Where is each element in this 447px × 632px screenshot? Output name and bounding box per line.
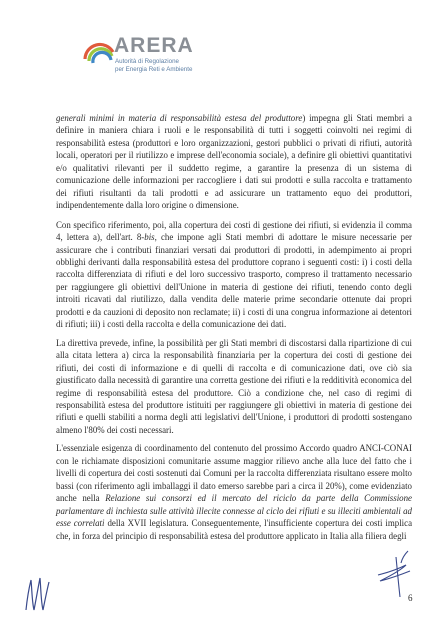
paragraph-1-text: ) impegna gli Stati membri a definire in maniera chiara i ruoli e le responsabilità di tutti i soggetti coinvolti nei regimi di responsabilità estesa (produttori e loro organizzazioni, gestori pubblici o privati di rifiuti, autorità locali, operatori per il riutilizzo e imprese dell'economia sociale), a definire gli obiettivi quantitativi e/o qualitativi rilevanti per il suddetto regime, a garantire la presenza di un sistema di comunicazione delle informazioni per raccogliere i dati sui prodotti e sulla raccolta e trattamento dei rifiuti risultanti da tali prodotti e ad assicurare un trattamento equo dei produttori, indipendentemente dalla loro origine o dimensione. <box>56 113 412 211</box>
paragraph-3-text: La direttiva prevede, infine, la possibilità per gli Stati membri di discostarsi dalla ripartizione di cui alla citata lettera a) circa la responsabilità finanziaria per la copertura dei costi di gestione dei rifiuti, dei costi di informazione e di quelli di raccolta e di comunicazione dati, ove ciò sia giustificato dalla necessità di garantire una corretta gestione dei rifiuti e la redditività economica del regime di responsabilità estesa del produttore. Ciò a condizione che, nel caso di regimi di responsabilità estesa del produttore istituiti per raggiungere gli obiettivi in materia di gestione dei rifiuti e quelli stabiliti a norma degli atti legislativi dell'Unione, i produttori di prodotti sostengano almeno l'80% dei costi necessari. <box>56 337 412 435</box>
page-number: 6 <box>408 593 413 603</box>
document-body <box>56 112 412 548</box>
paragraph-2 <box>56 219 412 331</box>
paragraph-1-italic: generali minimi in materia di responsabilità estesa del produttore <box>56 113 303 123</box>
logo-subtitle-line-2: per Energia Reti e Ambiente <box>115 65 193 73</box>
paragraph-4 <box>56 442 412 542</box>
arera-logo <box>82 30 202 80</box>
paragraph-2-text-b: , che impone agli Stati membri di adottare le misure necessarie per assicurare che i contributi finanziari versati dai produttori di prodotti, in adempimento ai propri obblighi derivanti dalla responsabilità estesa del produttore coprano i seguenti costi: i) i costi della raccolta differenziata di rifiuti e del loro successivo trasporto, compreso il trattamento necessario per raggiungere gli obiettivi dell'Unione in materia di gestione dei rifiuti, tenendo conto degli introiti ricavati dal riutilizzo, dalla vendita delle materie prime secondarie ottenute dai propri prodotti e da cauzioni di deposito non reclamate; ii) i costi di una congrua informazione ai detentori di rifiuti; iii) i costi della raccolta e della comunicazione dei dati. <box>56 232 412 330</box>
logo-subtitle-line-1: Autorità di Regolazione <box>115 58 179 65</box>
handwritten-initials-left <box>22 572 52 616</box>
logo-wordmark: ARERA <box>114 34 194 57</box>
handwritten-signature-right <box>366 545 424 603</box>
logo-subtitle <box>115 58 192 73</box>
paragraph-1 <box>56 112 412 212</box>
paragraph-3 <box>56 337 412 437</box>
paragraph-4-text-b: della XVII legislatura. Conseguentemente, l'insufficiente copertura dei costi implica che, in forza del principio di responsabilità estesa del produttore applicato in Italia alla filiera degli <box>56 518 413 541</box>
paragraph-2-text-a: Con specifico riferimento, poi, alla copertura dei costi di gestione dei rifiuti, si evidenzia il comma 4, lettera a), dell'art. 8- <box>56 219 412 243</box>
paragraph-4-italic: Relazione sui consorzi ed il mercato del riciclo da parte della Commissione parlamentare di inchiesta sulle attività illecite connesse al ciclo dei rifiuti e su illeciti ambientali ad esse correlati <box>56 493 412 529</box>
paragraph-2-italic: bis <box>144 232 155 243</box>
paragraph-4-text-a: L'essenziale esigenza di coordinamento del contenuto del prossimo Accordo quadro ANCI-CONAI con le richiamate disposizioni comunitarie assume maggior rilievo anche alla luce del fatto che i livelli di copertura dei costi sostenuti dai Comuni per la raccolta differenziata risultano essere molto bassi (con riferimento agli imballaggi il dato emerso sarebbe pari a circa il 20%), come evidenziato anche nella <box>56 443 412 504</box>
